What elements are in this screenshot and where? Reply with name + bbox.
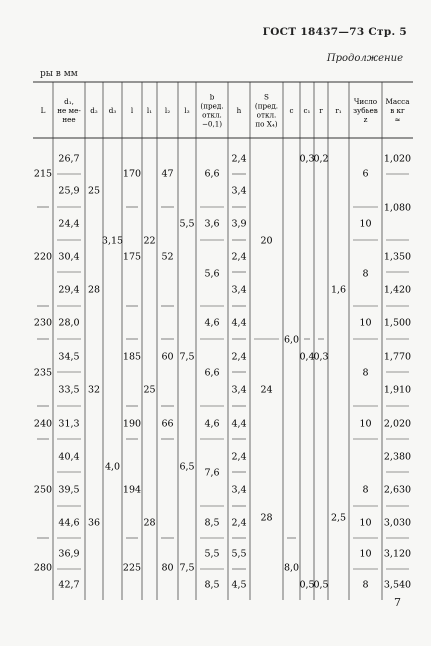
column-header-l2: l₂ xyxy=(164,106,171,115)
column-header-m: ≈ xyxy=(394,115,401,124)
cell-h: 4,4 xyxy=(231,317,247,329)
cell-d3: 4,0 xyxy=(104,461,121,473)
column-header-z: зубьев xyxy=(353,106,378,115)
cell-d1: 24,4 xyxy=(58,218,80,230)
cell-d1: 28,0 xyxy=(58,317,80,329)
column-header-S: (пред. xyxy=(254,101,279,111)
column-header-r: r xyxy=(319,106,323,115)
cell-L: 220 xyxy=(33,251,53,263)
column-header-d1: нее xyxy=(62,115,76,124)
cell-d2: 28 xyxy=(87,284,101,296)
cell-L: 250 xyxy=(33,484,53,496)
cell-l3: 5,5 xyxy=(179,218,195,230)
table-body xyxy=(34,154,411,591)
cell-h: 3,4 xyxy=(231,384,247,396)
cell-d1: 25,9 xyxy=(58,185,80,197)
cell-d3: 3,15 xyxy=(101,235,124,247)
cell-d1: 31,3 xyxy=(58,418,80,430)
cell-d2: 32 xyxy=(87,384,101,396)
column-header-b: (пред. xyxy=(200,101,224,111)
cell-L: 235 xyxy=(33,367,53,379)
cell-m: 2,380 xyxy=(383,451,412,463)
continuation-label: Продолжение xyxy=(326,53,403,64)
cell-d1: 33,5 xyxy=(58,384,80,396)
table-header xyxy=(41,93,411,129)
cell-b: 6,6 xyxy=(204,168,220,180)
cell-l: 190 xyxy=(122,418,142,430)
standard-reference: ГОСТ 18437—73 Стр. 5 xyxy=(262,26,407,38)
cell-l3: 6,5 xyxy=(179,461,195,473)
cell-b: 5,5 xyxy=(204,548,220,560)
cell-m: 2,630 xyxy=(383,484,412,496)
cell-m: 2,020 xyxy=(383,418,412,430)
cell-z: 10 xyxy=(359,517,372,529)
cell-h: 2,4 xyxy=(231,351,247,363)
column-header-r1: r₁ xyxy=(335,106,342,115)
column-header-m: Масса xyxy=(385,97,410,106)
cell-l1: 28 xyxy=(143,517,156,529)
cell-d2: 36 xyxy=(87,517,101,529)
cell-c1: 0,5 xyxy=(299,579,315,591)
cell-l3: 7,5 xyxy=(179,562,195,574)
cell-r1: 1,6 xyxy=(330,284,347,296)
cell-m: 1,420 xyxy=(383,284,412,296)
column-header-b: откл. xyxy=(202,110,222,120)
cell-h: 2,4 xyxy=(231,517,247,529)
cell-l: 225 xyxy=(122,562,142,574)
cell-r: 0,3 xyxy=(313,351,329,363)
cell-l: 170 xyxy=(122,168,142,180)
column-header-l3: l₃ xyxy=(184,106,190,115)
cell-h: 5,5 xyxy=(231,548,247,560)
cell-z: 8 xyxy=(362,484,369,496)
units-note: ры в мм xyxy=(40,69,78,79)
cell-c1: 0,4 xyxy=(299,351,315,363)
cell-h: 3,4 xyxy=(231,284,247,296)
column-header-b: −0,1) xyxy=(201,119,223,129)
column-header-b: b xyxy=(209,92,215,102)
column-header-L: L xyxy=(40,106,46,115)
cell-d1: 42,7 xyxy=(58,579,80,591)
cell-h: 4,5 xyxy=(231,579,247,591)
cell-c: 6,0 xyxy=(283,334,300,346)
cell-b: 8,5 xyxy=(204,579,220,591)
cell-d1: 29,4 xyxy=(58,284,80,296)
column-header-S: S xyxy=(264,92,269,102)
cell-l: 185 xyxy=(122,351,142,363)
cell-m: 1,910 xyxy=(383,384,412,396)
cell-r: 0,5 xyxy=(313,579,329,591)
cell-b: 4,6 xyxy=(204,317,220,329)
column-header-d2: d₂ xyxy=(90,106,98,115)
cell-z: 10 xyxy=(359,218,372,230)
cell-b: 6,6 xyxy=(204,367,220,379)
cell-z: 6 xyxy=(362,168,369,180)
cell-d2: 25 xyxy=(87,185,101,197)
cell-m: 1,080 xyxy=(383,202,412,214)
cell-S: 28 xyxy=(260,512,273,524)
cell-m: 1,020 xyxy=(383,153,412,165)
cell-z: 10 xyxy=(359,418,372,430)
cell-h: 3,9 xyxy=(231,218,247,230)
column-header-d1: d₁, xyxy=(64,97,74,106)
cell-l2: 66 xyxy=(161,418,174,430)
cell-z: 8 xyxy=(362,367,369,379)
cell-d1: 36,9 xyxy=(58,548,80,560)
cell-l2: 60 xyxy=(161,351,174,363)
cell-b: 7,6 xyxy=(204,467,220,479)
cell-L: 240 xyxy=(33,418,53,430)
cell-b: 5,6 xyxy=(204,268,220,280)
cell-z: 8 xyxy=(362,579,369,591)
column-header-c: c xyxy=(289,106,294,115)
cell-l2: 80 xyxy=(161,562,174,574)
cell-L: 230 xyxy=(33,317,53,329)
cell-m: 3,540 xyxy=(383,579,412,591)
column-header-h: h xyxy=(236,106,242,115)
cell-d1: 40,4 xyxy=(58,451,80,463)
cell-S: 24 xyxy=(260,384,273,396)
cell-l: 175 xyxy=(122,251,142,263)
column-header-l1: l₁ xyxy=(146,106,153,115)
column-header-d3: d₃ xyxy=(108,106,117,115)
cell-l2: 52 xyxy=(161,251,174,263)
cell-h: 3,4 xyxy=(231,185,247,197)
cell-S: 20 xyxy=(260,235,273,247)
column-header-c1: c₁ xyxy=(303,106,311,115)
cell-h: 2,4 xyxy=(231,153,247,165)
cell-z: 10 xyxy=(359,548,372,560)
column-header-z: Число xyxy=(353,97,378,106)
cell-m: 3,120 xyxy=(383,548,412,560)
cell-L: 215 xyxy=(33,168,53,180)
cell-b: 3,6 xyxy=(204,218,220,230)
column-header-z: z xyxy=(363,115,368,124)
cell-z: 10 xyxy=(359,317,372,329)
cell-b: 8,5 xyxy=(204,517,220,529)
column-header-l: l xyxy=(130,106,134,115)
cell-m: 1,500 xyxy=(383,317,412,329)
cell-r: 0,2 xyxy=(313,153,329,165)
cell-r1: 2,5 xyxy=(330,512,347,524)
cell-d1: 26,7 xyxy=(58,153,80,165)
cell-b: 4,6 xyxy=(204,418,220,430)
cell-d1: 39,5 xyxy=(58,484,80,496)
cell-h: 2,4 xyxy=(231,451,247,463)
column-header-d1: не ме- xyxy=(57,106,81,115)
cell-l1: 25 xyxy=(143,384,156,396)
column-header-m: в кг xyxy=(390,106,405,115)
cell-c1: 0,3 xyxy=(299,153,315,165)
cell-l: 194 xyxy=(122,484,142,496)
cell-h: 2,4 xyxy=(231,251,247,263)
cell-m: 1,770 xyxy=(383,351,412,363)
cell-l3: 7,5 xyxy=(179,351,195,363)
cell-h: 4,4 xyxy=(231,418,247,430)
cell-d1: 30,4 xyxy=(58,251,80,263)
cell-l1: 22 xyxy=(143,235,156,247)
column-header-S: по X₄) xyxy=(255,119,278,129)
cell-m: 3,030 xyxy=(383,517,412,529)
column-header-S: откл. xyxy=(256,110,277,120)
cell-d1: 34,5 xyxy=(58,351,80,363)
cell-l2: 47 xyxy=(161,168,174,180)
cell-c: 8,0 xyxy=(283,562,300,574)
cell-z: 8 xyxy=(362,268,369,280)
cell-m: 1,350 xyxy=(383,251,412,263)
cell-h: 3,4 xyxy=(231,484,247,496)
page-number: 7 xyxy=(394,596,401,609)
cell-L: 280 xyxy=(33,562,53,574)
cell-d1: 44,6 xyxy=(58,517,80,529)
